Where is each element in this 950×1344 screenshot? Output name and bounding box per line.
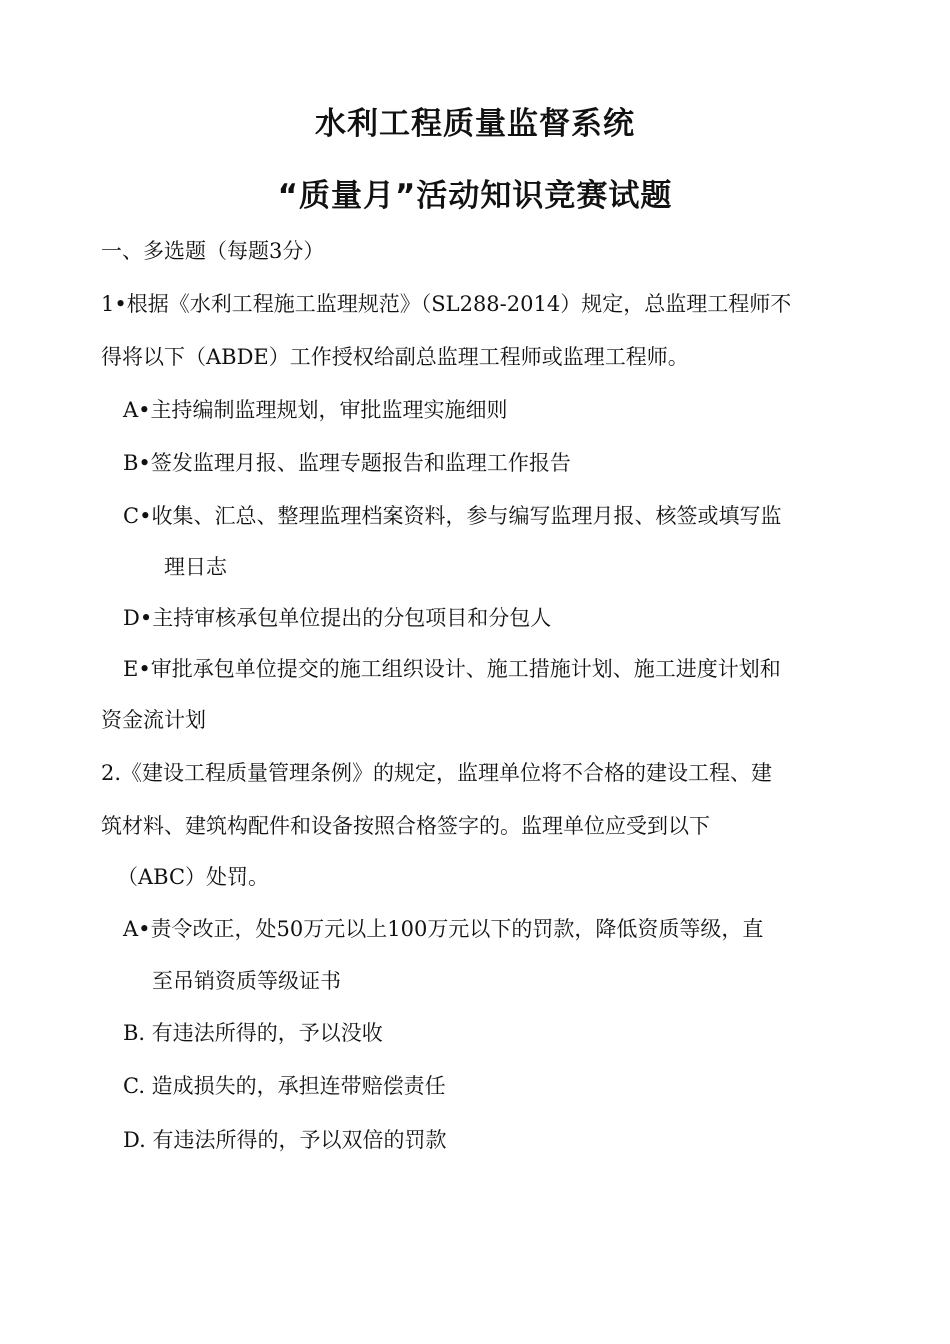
question-1-stem-line-1: 1•根据《水利工程施工监理规范》（SL288-2014）规定，总监理工程师不 <box>101 292 792 316</box>
section-heading: 一、多选题（每题3分） <box>101 239 325 263</box>
question-2-stem-line-3: （ABC）处罚。 <box>117 865 270 889</box>
question-2-stem-line-1: 2.《建设工程质量管理条例》的规定，监理单位将不合格的建设工程、建 <box>101 761 773 785</box>
question-1-option-c-continued: 理日志 <box>164 555 227 579</box>
question-2-option-a: A•责令改正，处50万元以上100万元以下的罚款，降低资质等级，直 <box>123 917 764 941</box>
question-2-option-d: D. 有违法所得的，予以双倍的罚款 <box>123 1128 447 1152</box>
question-1-option-a: A•主持编制监理规划，审批监理实施细则 <box>123 398 508 422</box>
question-1-option-d: D•主持审核承包单位提出的分包项目和分包人 <box>123 606 552 630</box>
question-1-stem-line-2: 得将以下（ABDE）工作授权给副总监理工程师或监理工程师。 <box>101 345 689 369</box>
document-title: 水利工程质量监督系统 <box>315 106 635 142</box>
question-1-option-e: E•审批承包单位提交的施工组织设计、施工措施计划、施工进度计划和 <box>123 657 781 681</box>
question-2-stem-line-2: 筑材料、建筑构配件和设备按照合格签字的。监理单位应受到以下 <box>101 814 710 838</box>
question-1-option-b: B•签发监理月报、监理专题报告和监理工作报告 <box>123 451 571 475</box>
question-1-option-c: C•收集、汇总、整理监理档案资料，参与编写监理月报、核签或填写监 <box>123 504 782 528</box>
question-2-option-c: C. 造成损失的，承担连带赔偿责任 <box>123 1074 446 1098</box>
question-2-option-b: B. 有违法所得的，予以没收 <box>123 1021 383 1045</box>
question-2-option-a-continued: 至吊销资质等级证书 <box>152 969 341 993</box>
document-subtitle: “质量月”活动知识竞赛试题 <box>277 178 673 214</box>
question-1-option-e-continued: 资金流计划 <box>101 708 206 732</box>
